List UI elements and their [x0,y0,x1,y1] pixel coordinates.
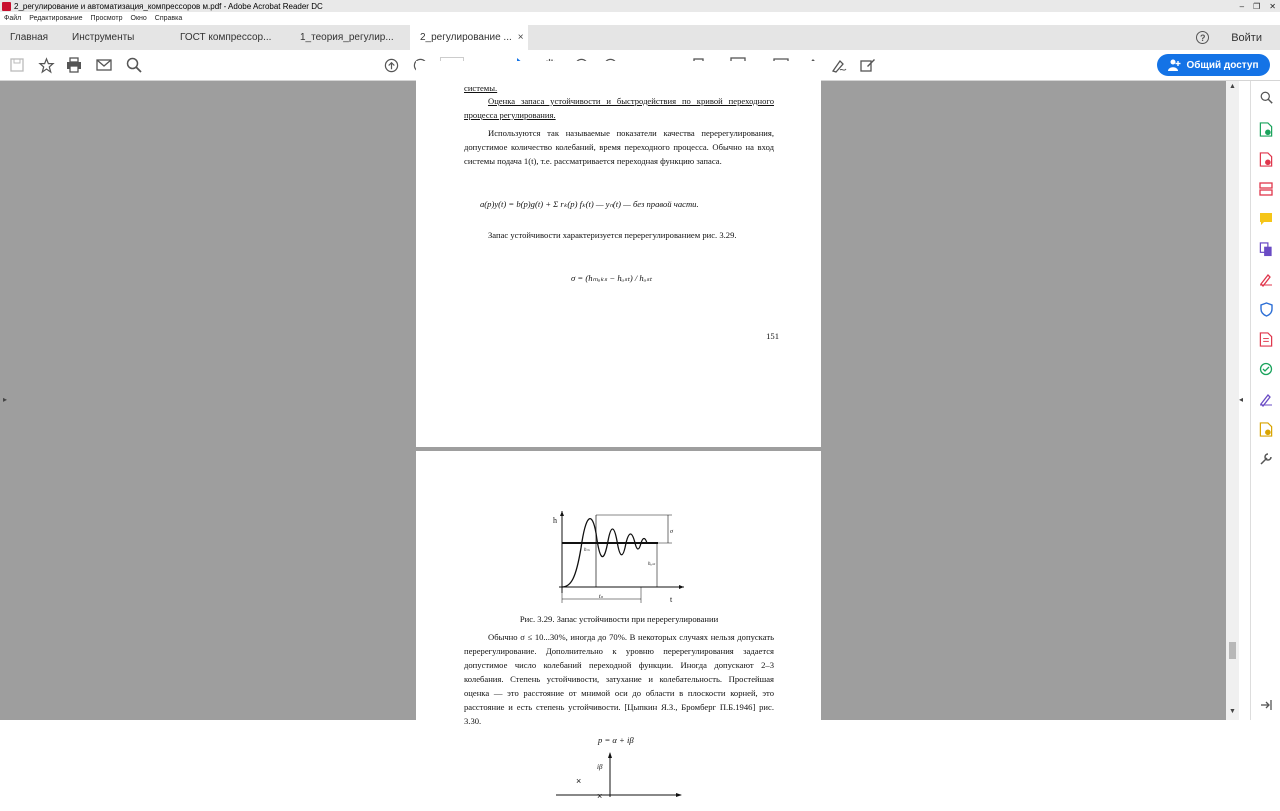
pdf-page-151 [416,61,821,447]
graph-hust-label: hᵤₛₜ [648,562,656,567]
page1-paragraph-2: Запас устойчивости характеризуется перерегулированием рис. 3.29. [488,230,737,240]
scroll-up-arrow-icon[interactable]: ▲ [1229,83,1236,90]
maximize-button[interactable]: ❐ [1253,1,1261,11]
pdf-page-152 [416,451,821,811]
sign-in-link[interactable]: Войти [1231,31,1262,44]
share-button[interactable] [1157,54,1270,76]
root-marker-1: × [576,776,582,786]
print-icon[interactable] [66,57,82,73]
close-window-button[interactable]: ✕ [1269,1,1276,11]
protect-shield-icon[interactable] [1258,301,1274,317]
collapse-pane-icon[interactable] [1258,697,1274,713]
tab-document-active[interactable] [410,25,528,50]
menu-help[interactable]: Справка [154,15,183,22]
root-marker-2: × [597,791,603,801]
organize-pages-icon[interactable] [1258,181,1274,197]
previous-page-icon[interactable] [383,57,399,73]
draw-signature-icon[interactable] [831,57,847,73]
combine-files-icon[interactable] [1258,241,1274,257]
vertical-scrollbar[interactable] [1226,81,1239,720]
more-tools-wrench-icon[interactable] [1258,451,1274,467]
menu-bar [0,12,1280,25]
save-icon[interactable] [9,57,25,73]
tab-document-gost[interactable]: ГОСТ компрессор... [180,32,272,43]
scroll-down-arrow-icon[interactable]: ▼ [1229,708,1236,715]
mail-icon[interactable] [96,57,112,73]
right-panel-toggle-icon[interactable]: ◂ [1239,395,1244,404]
right-tools-pane [1250,81,1280,720]
graph-axis-h-label: h [553,516,557,525]
page-number: 151 [766,331,779,341]
share-people-icon [1168,59,1181,71]
imaginary-axis-label: iβ [597,763,603,771]
fill-sign-tool-icon[interactable] [1258,271,1274,287]
tab-tools[interactable]: Инструменты [72,32,135,43]
tab-document-theory[interactable]: 1_теория_регулир... [300,32,394,43]
menu-window[interactable]: Окно [130,15,147,22]
graph-tn-label: tₙ [599,594,604,600]
graph-hmax-label: hₘ [584,548,590,553]
page1-formula-sigma: σ = (hₘₐₖₛ − hᵤₛₜ) / hᵤₛₜ [571,273,652,283]
menu-view[interactable]: Просмотр [90,15,123,22]
document-viewer[interactable] [0,81,1226,801]
figure-caption: Рис. 3.29. Запас устойчивости при перерегулировании [519,614,719,624]
optimize-scan-icon[interactable] [1258,361,1274,377]
menu-edit[interactable]: Редактирование [29,15,83,22]
left-panel-toggle-icon[interactable]: ▸ [3,395,8,404]
edit-pdf-icon[interactable] [1258,391,1274,407]
window-titlebar [0,0,1280,12]
tab-bar [0,25,1280,50]
create-pdf-icon[interactable] [1258,151,1274,167]
transient-response-graph [546,503,691,608]
share-button-label: Общий доступ [1186,59,1259,71]
page1-formula-main: a(p)y(t) = b(p)g(t) + Σ rₖ(p) fₖ(t) — yₙ(t) — без правой части. [480,199,699,209]
comment-tool-icon[interactable] [1258,211,1274,227]
export-pdf-icon[interactable] [1258,121,1274,137]
window-controls [1240,0,1276,12]
page1-paragraph: Используются так называемые показатели качества перерегулирования, допустимое количество колебаний, время переходного процесса. Обычно на вход системы подача 1(t), т.е. рассматривается переходная функцию запаса. [464,128,774,166]
help-icon[interactable]: ? [1196,31,1209,44]
scrollbar-thumb[interactable] [1229,642,1236,659]
compress-pdf-icon[interactable] [1258,331,1274,347]
page1-line-top: системы. [464,83,498,93]
menu-file[interactable]: Файл [4,15,22,22]
window-title: 2_регулирование и автоматизация_компрессоров м.pdf - Adobe Acrobat Reader DC [14,1,323,11]
tab-home[interactable]: Главная [10,32,49,43]
search-tool-icon[interactable] [1258,89,1274,105]
complex-plane-figure [551,749,691,801]
graph-sigma-label: σ [670,529,673,535]
acrobat-app-icon [2,2,11,11]
minimize-button[interactable]: – [1239,1,1245,11]
tab-document-active-label: 2_регулирование ... [420,32,512,43]
bookmark-star-icon[interactable] [38,57,54,73]
search-icon[interactable] [126,57,142,73]
page2-formula: p = α + iβ [598,735,634,745]
fill-sign-icon[interactable] [860,57,876,73]
send-for-signature-icon[interactable] [1258,421,1274,437]
page2-paragraph: Обычно σ ≤ 10...30%, иногда до 70%. В некоторых случаях нельзя допускать перерегулирование. Дополнительно к уровню перерегулирования задается допустимое число колебаний переходной функции. Иногда допускают 2–3 колебания. Степень устойчивости, затухание и колебательность. Простейшая оценка — это расстояние от мнимой оси до области в плоскости корней, это расстояние и есть степень устойчивости. [Цыпкин Я.З., Бромберг П.Б.1946] рис. 3.30. [464,632,774,726]
graph-axis-t-label: t [670,595,673,604]
close-tab-icon[interactable]: × [517,32,524,43]
page1-heading: Оценка запаса устойчивости и быстродействия по кривой переходного процесса регулирования. [464,96,774,120]
